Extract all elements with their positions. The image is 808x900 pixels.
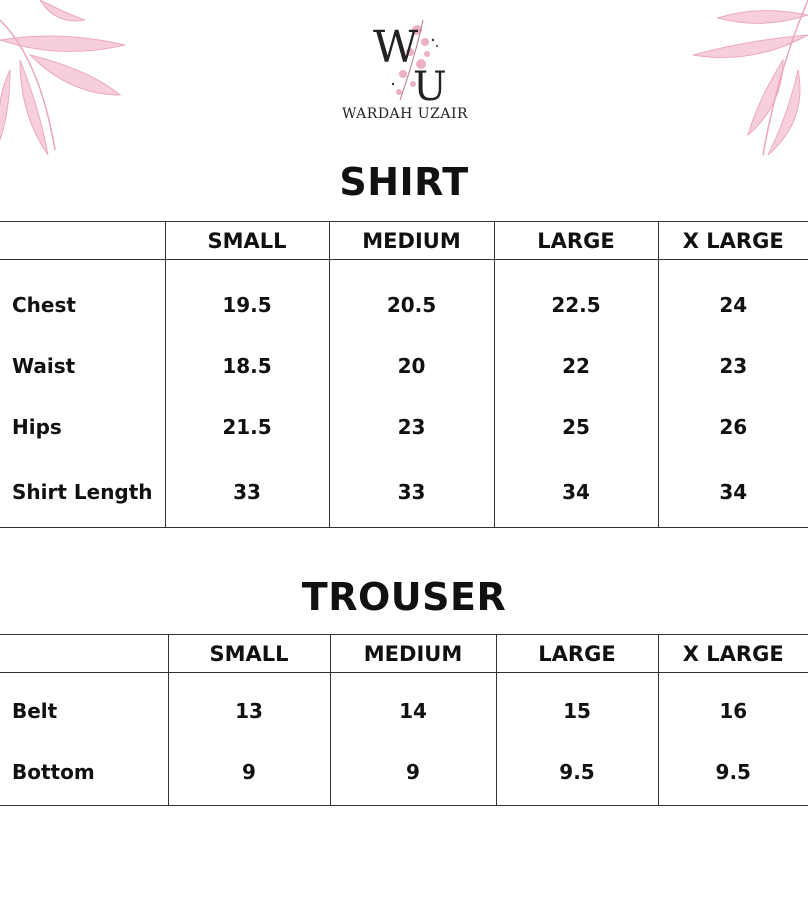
table-row bbox=[0, 396, 808, 457]
shirt-title: SHIRT bbox=[339, 160, 469, 204]
brand-name: WARDAH UZAIR bbox=[341, 106, 469, 122]
table-cell: 9 bbox=[330, 739, 496, 806]
header-size: MEDIUM bbox=[330, 635, 496, 673]
table-cell: 14 bbox=[330, 673, 496, 740]
table-row bbox=[0, 457, 808, 528]
header-size: X LARGE bbox=[658, 635, 808, 673]
table-cell: 24 bbox=[658, 260, 808, 336]
table-cell: 20 bbox=[329, 335, 494, 396]
pink-leaves-decoration-left bbox=[0, 0, 140, 160]
row-label: Chest bbox=[12, 292, 76, 317]
header-empty-cell bbox=[0, 222, 165, 260]
monogram-w: W bbox=[373, 22, 419, 73]
table-cell: 23 bbox=[329, 396, 494, 457]
table-cell: 15 bbox=[496, 673, 658, 740]
table-cell: 22 bbox=[494, 335, 658, 396]
table-header-row bbox=[0, 635, 808, 673]
pink-leaves-decoration-right bbox=[688, 0, 808, 160]
table-cell: 34 bbox=[658, 457, 808, 528]
monogram-u: U bbox=[413, 64, 447, 104]
header-size: LARGE bbox=[494, 222, 658, 260]
table-cell: 13 bbox=[168, 673, 330, 740]
trouser-title: TROUSER bbox=[301, 575, 507, 619]
wu-monogram-logo bbox=[355, 12, 455, 104]
table-cell: 19.5 bbox=[165, 260, 329, 336]
header-empty-cell bbox=[0, 635, 168, 673]
table-cell: 18.5 bbox=[165, 335, 329, 396]
header-size: X LARGE bbox=[658, 222, 808, 260]
table-row bbox=[0, 673, 808, 740]
table-cell: 9.5 bbox=[658, 739, 808, 806]
table-row bbox=[0, 335, 808, 396]
table-cell: 34 bbox=[494, 457, 658, 528]
table-cell: 33 bbox=[165, 457, 329, 528]
table-cell: 21.5 bbox=[165, 396, 329, 457]
table-cell: 9.5 bbox=[496, 739, 658, 806]
trouser-size-table bbox=[0, 634, 808, 806]
table-cell: 23 bbox=[658, 335, 808, 396]
table-row bbox=[0, 739, 808, 806]
table-cell: 20.5 bbox=[329, 260, 494, 336]
shirt-size-table bbox=[0, 221, 808, 528]
table-row bbox=[0, 260, 808, 336]
table-cell: 26 bbox=[658, 396, 808, 457]
row-label: Shirt Length bbox=[0, 457, 165, 528]
row-label: Belt bbox=[12, 699, 58, 723]
row-label: Waist bbox=[12, 353, 76, 378]
header-size: MEDIUM bbox=[329, 222, 494, 260]
table-cell: 22.5 bbox=[494, 260, 658, 336]
brand-logo bbox=[330, 12, 480, 122]
table-cell: 16 bbox=[658, 673, 808, 740]
header-size: SMALL bbox=[168, 635, 330, 673]
table-cell: 25 bbox=[494, 396, 658, 457]
row-label: Hips bbox=[12, 414, 62, 439]
table-cell: 33 bbox=[329, 457, 494, 528]
row-label: Bottom bbox=[0, 739, 168, 806]
header-size: SMALL bbox=[165, 222, 329, 260]
table-header-row bbox=[0, 222, 808, 260]
table-cell: 9 bbox=[168, 739, 330, 806]
header-size: LARGE bbox=[496, 635, 658, 673]
